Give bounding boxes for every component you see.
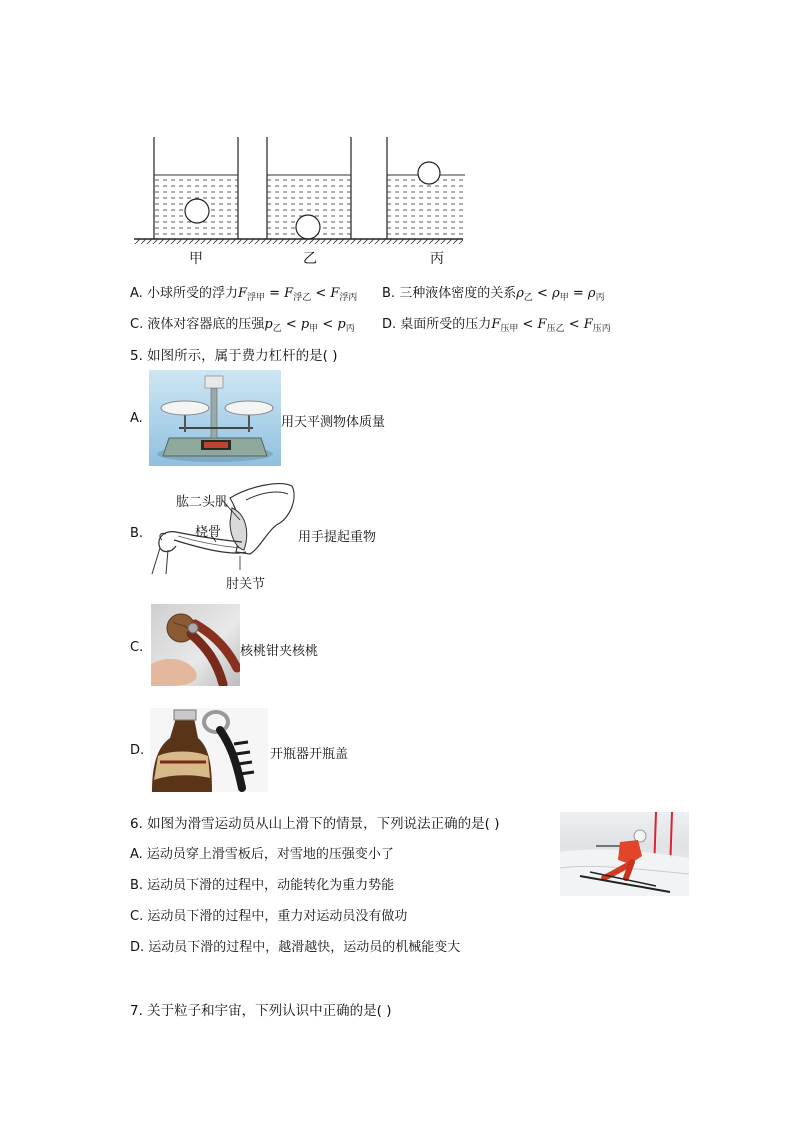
label-elbow: 肘关节 [226,577,266,592]
label-radius: 桡骨 [195,525,222,540]
q5-option-d-letter[interactable]: D. [130,743,145,758]
q5-option-a-caption: 用天平测物体质量 [281,415,386,430]
q6-option-c[interactable]: C. 运动员下滑的过程中，重力对运动员没有做功 [130,909,408,924]
q5-option-b-caption: 用手提起重物 [298,530,377,545]
label-bing: 丙 [430,251,444,267]
q5-option-c-caption: 核桃钳夹核桃 [240,644,319,659]
q6-option-d[interactable]: D. 运动员下滑的过程中，越滑越快，运动员的机械能变大 [130,940,461,955]
bottle-opener-photo [150,708,268,792]
q6-option-a[interactable]: A. 运动员穿上滑雪板后，对雪地的压强变小了 [130,847,394,862]
label-yi: 乙 [303,251,317,267]
q5-option-b-letter[interactable]: B. [130,526,144,541]
q5-option-d-caption: 开瓶器开瓶盖 [270,747,349,762]
q4-option-c[interactable]: C. 液体对容器底的压强$p_乙 < p_甲 < p_丙$ [130,317,355,334]
skier-photo [560,812,689,896]
container-jia [154,137,238,239]
containers-figure [130,135,465,270]
ball-jia [185,199,209,223]
container-bing [387,137,465,239]
container-yi [267,137,351,239]
q4-option-a[interactable]: A. 小球所受的浮力$F_{浮甲} = F_{浮乙} < F_{浮丙}$ [130,286,358,303]
q4-option-d[interactable]: D. 桌面所受的压力$F_{压甲} < F_{压乙} < F_{压丙}$ [382,317,611,334]
label-jia: 甲 [189,251,203,267]
ball-yi [296,215,320,239]
balance-photo [149,370,281,466]
q5-stem: 5. 如图所示，属于费力杠杆的是( ) [130,348,338,364]
q4-option-b[interactable]: B. 三种液体密度的关系$\rho_乙 < \rho_甲 = \rho_丙$ [382,286,605,303]
q6-stem: 6. 如图为滑雪运动员从山上滑下的情景，下列说法正确的是( ) [130,816,500,832]
nutcracker-photo [151,604,240,686]
q5-option-c-letter[interactable]: C. [130,640,144,655]
ball-bing [418,162,440,184]
q7-stem: 7. 关于粒子和宇宙，下列认识中正确的是( ) [130,1003,392,1019]
label-biceps: 肱二头肌 [176,495,229,510]
q5-option-a-letter[interactable]: A. [130,411,143,426]
q6-option-b[interactable]: B. 运动员下滑的过程中，动能转化为重力势能 [130,878,395,893]
